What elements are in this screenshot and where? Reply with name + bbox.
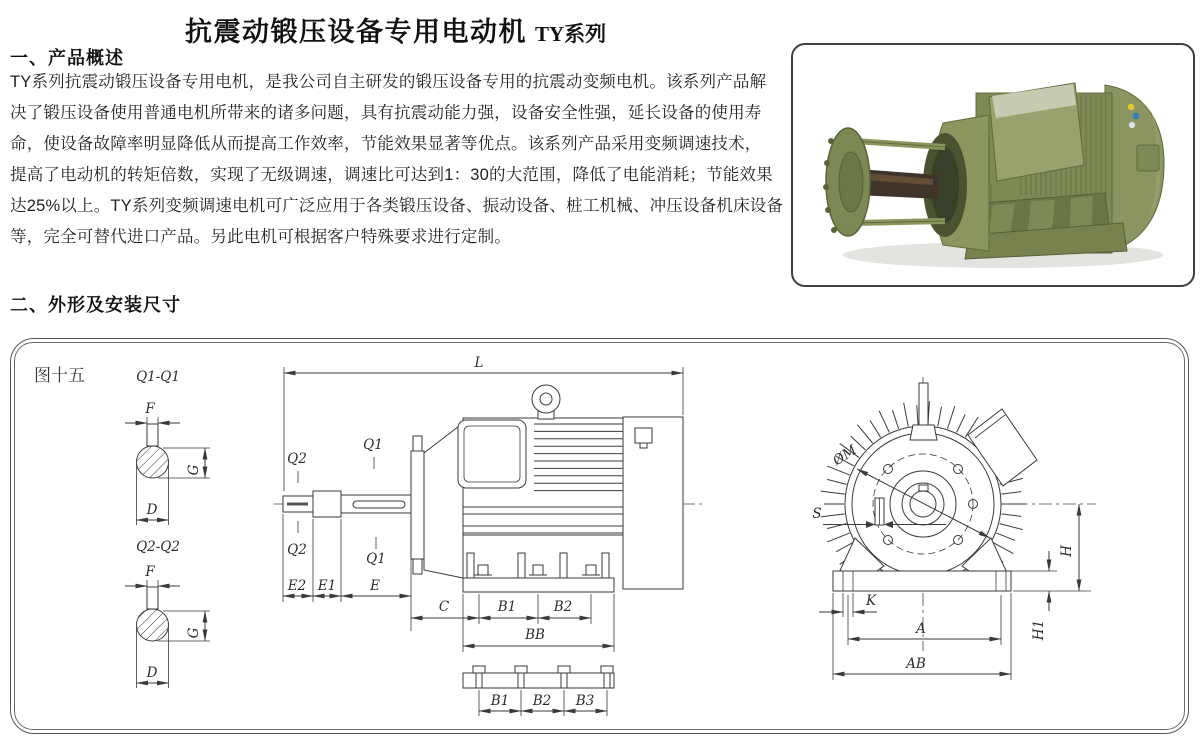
cut-label-Q1: Q1	[363, 437, 383, 453]
paragraph-line: 提高了电动机的转矩倍数，实现了无级调速，调速比可达到1：30的大范围，降低了电能消耗；节能效果	[10, 166, 773, 184]
dim-label-B1: B1	[497, 599, 517, 615]
dim-label-L: L	[474, 355, 484, 371]
product-photo-box	[791, 43, 1195, 287]
section-view-q1	[125, 369, 210, 525]
dim-label-H: H	[1059, 545, 1075, 557]
dim-label-K: K	[865, 593, 877, 609]
dim-label-E: E	[370, 578, 380, 594]
dim-label-B2: B2	[553, 599, 573, 615]
dim-label-M: ØM	[830, 442, 860, 470]
foot-detail-view	[463, 666, 614, 716]
dim-label-B3: B3	[575, 693, 595, 709]
dim-label-A: A	[916, 621, 926, 637]
dim-label-G: G	[186, 464, 202, 476]
product-photo-illustration	[793, 45, 1193, 285]
foot-bolts	[474, 565, 600, 575]
overview-paragraph	[10, 67, 788, 253]
side-view	[274, 355, 705, 652]
dim-label-S: S	[812, 506, 822, 522]
section-q2-title: Q2-Q2	[136, 539, 180, 555]
dim-label-BB: BB	[525, 627, 545, 643]
figure-box	[10, 338, 1189, 734]
dim-label-D: D	[146, 502, 158, 518]
dim-label-F: F	[145, 564, 155, 580]
paragraph-line: 命，使设备故障率明显降低从而提高工作效率，节能效果显著等优点。该系列产品采用变频调速技术，	[10, 135, 762, 153]
paragraph-line: 等，完全可替代进口产品。另此电机可根据客户特殊要求进行定制。	[10, 228, 511, 246]
dim-label-H1: H1	[1031, 619, 1047, 641]
paragraph-line: 达25%以上。TY系列变频调速电机可广泛应用于各类锻压设备、振动设备、桩工机械、冲压设备机床设备	[10, 197, 784, 215]
section-q1-title: Q1-Q1	[136, 369, 180, 385]
dim-label-B2: B2	[532, 693, 552, 709]
dimension-drawing	[11, 339, 1188, 733]
cut-label-Q1: Q1	[366, 551, 386, 567]
dim-label-E1: E1	[317, 578, 337, 594]
cut-label-Q2: Q2	[287, 451, 307, 467]
figure-label: 图十五	[34, 366, 85, 385]
dim-label-D: D	[146, 665, 158, 681]
paragraph-line: 决了锻压设备使用普通电机所带来的诸多问题，具有抗震动能力强，设备安全性强，延长设备的使用寿	[10, 104, 762, 122]
dim-label-B1: B1	[490, 693, 510, 709]
overview-heading: 一、产品概述	[10, 48, 124, 68]
end-view	[812, 377, 1096, 680]
cut-label-Q2: Q2	[287, 542, 307, 558]
dim-label-C: C	[438, 599, 450, 615]
dim-label-AB: AB	[906, 656, 926, 672]
dim-label-F: F	[145, 401, 155, 417]
page-title-series: TY系列	[535, 22, 607, 46]
paragraph-line: TY系列抗震动锻压设备专用电机，是我公司自主研发的锻压设备专用的抗震动变频电机。该系列产品解	[10, 73, 767, 91]
page-title-main: 抗震动锻压设备专用电动机	[185, 17, 527, 47]
dimensions-heading: 二、外形及安装尺寸	[10, 295, 181, 315]
section-view-q2	[125, 539, 210, 688]
dim-label-E2: E2	[287, 578, 307, 594]
page-title	[185, 10, 606, 49]
dim-label-G: G	[186, 627, 202, 639]
